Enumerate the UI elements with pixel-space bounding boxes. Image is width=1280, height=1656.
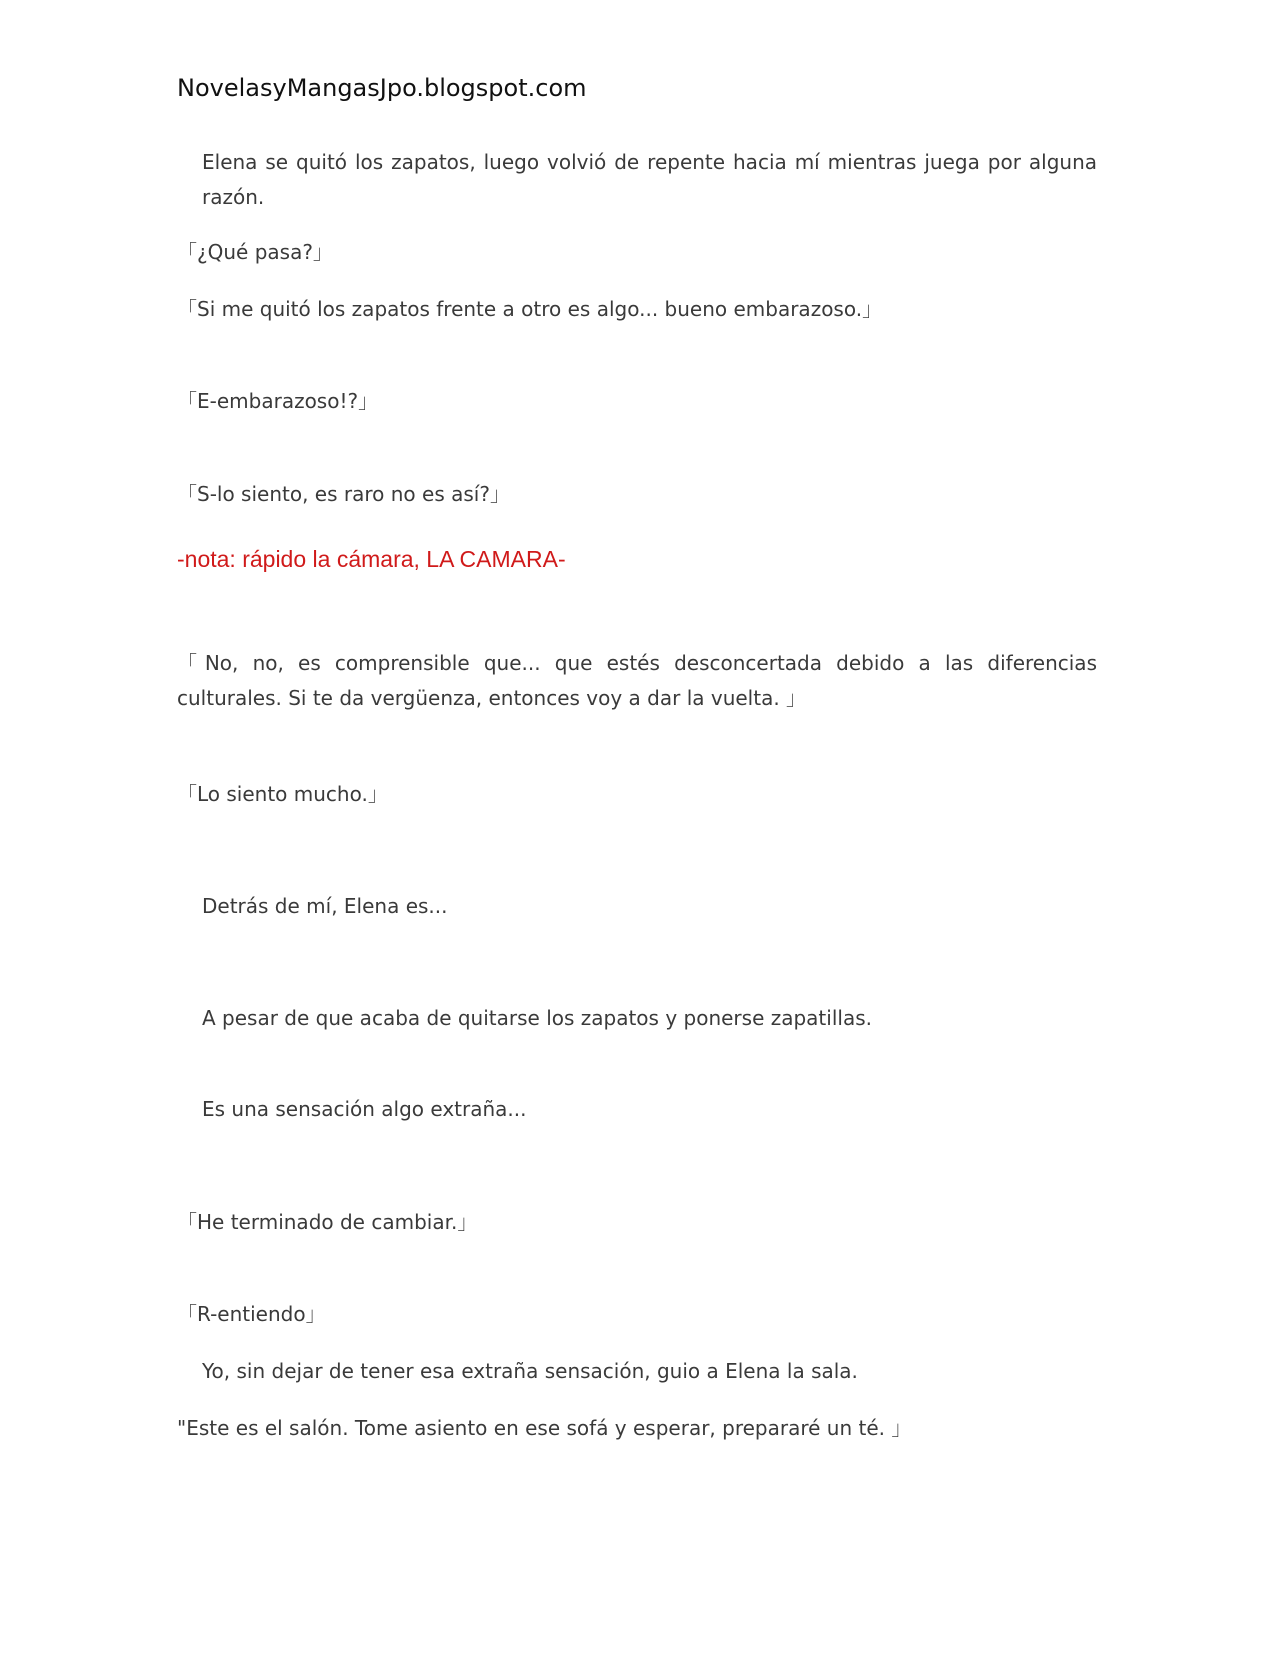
dialogue-line: 「Lo siento mucho.」 (177, 782, 388, 806)
narration-line: Yo, sin dejar de tener esa extraña sensación, guio a Elena la sala. (202, 1359, 858, 1383)
dialogue-line: 「R-entiendo」 (177, 1302, 326, 1326)
dialogue-line: 「Si me quitó los zapatos frente a otro es algo... bueno embarazoso.」 (177, 297, 883, 321)
dialogue-line: 「S-lo siento, es raro no es así?」 (177, 482, 510, 506)
dialogue-line: 「He terminado de cambiar.」 (177, 1210, 478, 1234)
narration-line: Es una sensación algo extraña... (202, 1097, 527, 1121)
dialogue-line: 「E-embarazoso!?」 (177, 389, 379, 413)
blog-header: NovelasyMangasJpo.blogspot.com (177, 74, 587, 102)
translator-note: -nota: rápido la cámara, LA CAMARA- (177, 546, 566, 572)
dialogue-line: "Este es el salón. Tome asiento en ese sofá y esperar, prepararé un té. 」 (177, 1416, 912, 1440)
dialogue-paragraph: 「No, no, es comprensible que... que estés desconcertada debido a las diferencias culturales. Si te da vergüenza, entonces voy a dar la vuelta. 」 (177, 651, 1097, 710)
narration-line: A pesar de que acaba de quitarse los zapatos y ponerse zapatillas. (202, 1006, 872, 1030)
narration-paragraph: Elena se quitó los zapatos, luego volvió de repente hacia mí mientras juega por alguna razón. (202, 150, 1097, 209)
narration-line: Detrás de mí, Elena es... (202, 894, 448, 918)
dialogue-line: 「¿Qué pasa?」 (177, 240, 333, 264)
